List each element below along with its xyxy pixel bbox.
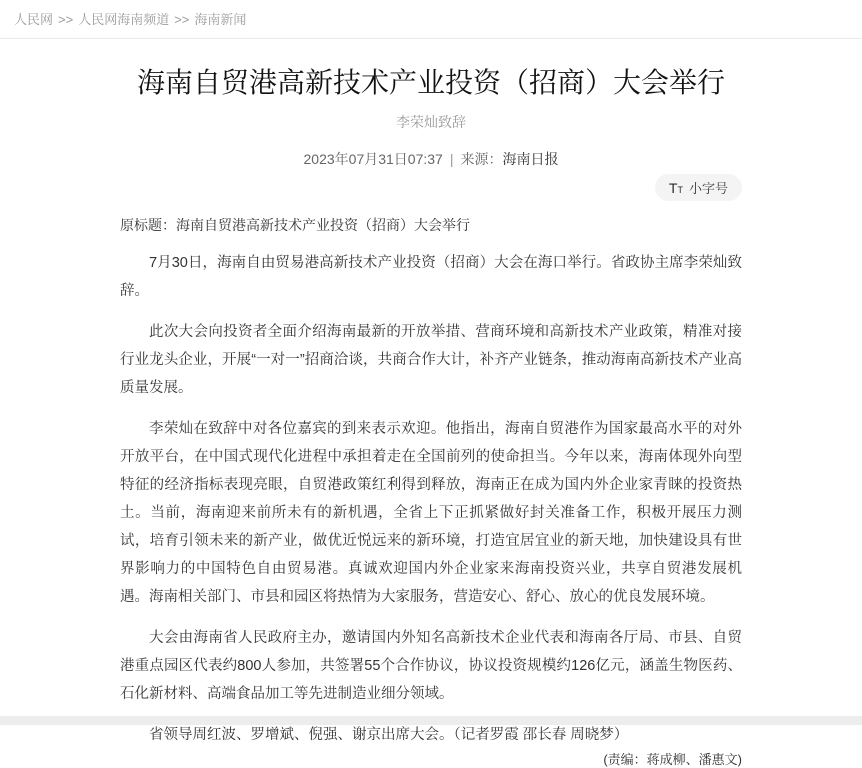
breadcrumb-link-hainan-channel[interactable]: 人民网海南频道 <box>78 12 170 27</box>
article <box>120 66 742 768</box>
editor-note: (责编：蒋成柳、潘惠文) <box>603 752 742 767</box>
breadcrumb-separator: >> <box>174 12 190 27</box>
meta-separator: | <box>449 151 454 167</box>
publish-date: 2023年07月31日07:37 <box>303 151 443 167</box>
source-label: 来源： <box>460 151 503 167</box>
footer-strip <box>0 716 862 725</box>
font-size-label: 小字号 <box>688 181 728 196</box>
breadcrumb-link-hainan-news[interactable]: 海南新闻 <box>194 12 247 27</box>
paragraph-3: 李荣灿在致辞中对各位嘉宾的到来表示欢迎。他指出，海南自贸港作为国家最高水平的对外开放平台，在中国式现代化进程中承担着走在全国前列的使命担当。今年以来，海南体现外向型特征的经济指标表现亮眼，自贸港政策红利得到释放，海南正在成为国内外企业家青睐的投资热土。当前，海南迎来前所未有的新机遇，全省上下正抓紧做好封关准备工作，积极开展压力测试，培育引领未来的新产业，做优近悦远来的新环境，打造宜居宜业的新天地，加快建设具有世界影响力的中国特色自由贸易港。真诚欢迎国内外企业家来海南投资兴业，共享自贸港发展机遇。海南相关部门、市县和园区将热情为大家服务，营造安心、舒心、放心的优良发展环境。 <box>120 421 742 605</box>
article-body <box>120 249 742 749</box>
article-subtitle: 李荣灿致辞 <box>396 114 466 130</box>
original-title <box>120 214 742 236</box>
paragraph-1: 7月30日，海南自由贸易港高新技术产业投资（招商）大会在海口举行。省政协主席李荣灿致辞。 <box>120 255 742 299</box>
source-link[interactable]: 海南日报 <box>502 151 559 167</box>
breadcrumb <box>0 0 862 39</box>
font-size-icon: TT <box>668 179 683 196</box>
original-title-text: 海南自贸港高新技术产业投资（招商）大会举行 <box>176 217 470 233</box>
paragraph-4: 大会由海南省人民政府主办，邀请国内外知名高新技术企业代表和海南各厅局、市县、自贸港重点园区代表约800人参加，共签署55个合作协议，协议投资规模约126亿元，涵盖生物医药、石化新材料、高端食品加工等先进制造业细分领域。 <box>120 630 742 702</box>
paragraph-2: 此次大会向投资者全面介绍海南最新的开放举措、营商环境和高新技术产业政策，精准对接行业龙头企业，开展“一对一”招商洽谈，共商合作大计，补齐产业链条，推动海南高新技术产业高质量发展。 <box>120 324 742 396</box>
font-size-button[interactable] <box>655 174 742 201</box>
paragraph-5: 省领导周红波、罗增斌、倪强、谢京出席大会。（记者罗霞 邵长春 周晓梦） <box>149 727 629 743</box>
breadcrumb-link-peoples-net[interactable]: 人民网 <box>14 12 54 27</box>
article-title: 海南自贸港高新技术产业投资（招商）大会举行 <box>136 67 725 98</box>
toolbar-row <box>120 174 742 202</box>
article-meta <box>120 149 742 169</box>
original-title-label: 原标题： <box>120 217 176 233</box>
breadcrumb-separator: >> <box>58 12 74 27</box>
